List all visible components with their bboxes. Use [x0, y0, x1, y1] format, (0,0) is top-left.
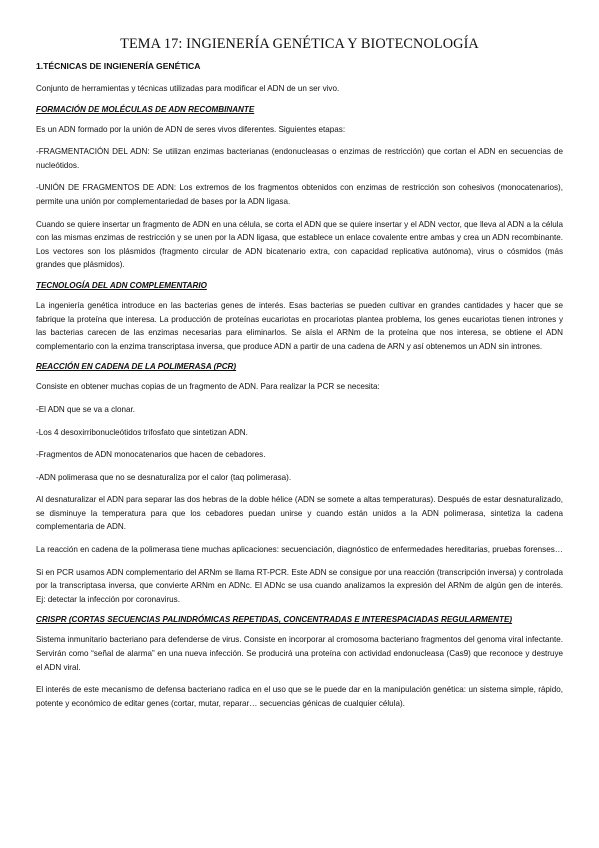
- paragraph: Sistema inmunitario bacteriano para defenderse de virus. Consiste en incorporar al cromosoma bacteriano fragmentos del genoma viral infectante. Servirán como “señal de alarma” en una nueva infección. Se producirá una proteína con actividad endonucleasa (Cas9) que reconoce y destruye el ADN viral.: [36, 635, 563, 672]
- subheading-adn-complementario: TECNOLOGÍA DEL ADN COMPLEMENTARIO: [36, 280, 207, 290]
- paragraph: Cuando se quiere insertar un fragmento de ADN en una célula, se corta el ADN que se quiere insertar y el ADN vector, que lleva al ADN a la célula con las mismas enzimas de restricción y se unen por la ADN ligasa, que establece un enlace covalente entre ambas y crea un ADN recombinante. Los vectores son los plásmidos (fragmento circular de ADN bicatenario extra, con capacidad replicativa autónoma), virus o cósmidos (más grandes que plásmidos).: [36, 219, 563, 270]
- paragraph: -UNIÓN DE FRAGMENTOS DE ADN: Los extremos de los fragmentos obtenidos con enzimas de restricción son cohesivos (monocatenarios), permite una unión por complementariedad de bases por la ADN ligasa.: [36, 183, 563, 206]
- paragraph: La ingeniería genética introduce en las bacterias genes de interés. Esas bacterias se pueden cultivar en grandes cantidades y hacer que se fabrique la proteína que interesa. La producción de proteínas eucariotas en procariotas plantea problema, los genes eucariotas tienen intrones y las bacterias carecen de las enzimas necesarias para eliminarlos. Se aísla el ARNm de la proteína que nos interesa, se obtiene el ADN complementario con la enzima transcriptasa inversa, que produce ADN a partir de una cadena de ARN y así obtenemos un ADN sin intrones.: [36, 300, 563, 351]
- paragraph: Si en PCR usamos ADN complementario del ARNm se llama RT-PCR. Este ADN se consigue por una reacción (transcripción inversa) y controlada por la transcriptasa inversa, que convierte ARNm en ADNc. El ADNc se usa cuando analizamos la expresión del ARNm de algún gen de interés. Ej: detectar la infección por coronavirus.: [36, 567, 563, 604]
- list-item: -Los 4 desoxirribonucleótidos trifosfato que sintetizan ADN.: [36, 427, 248, 437]
- list-item: -Fragmentos de ADN monocatenarios que hacen de cebadores.: [36, 450, 266, 460]
- paragraph: Consiste en obtener muchas copias de un fragmento de ADN. Para realizar la PCR se necesita:: [36, 382, 380, 392]
- paragraph: El interés de este mecanismo de defensa bacteriano radica en el uso que se le puede dar en la manipulación genética: un sistema simple, rápido, potente y económico de editar genes (cortar, mutar, reparar… secuencias génicas de cualquier célula).: [36, 685, 563, 708]
- subheading-adn-recombinante: FORMACIÓN DE MOLÉCULAS DE ADN RECOMBINANTE: [36, 104, 255, 114]
- list-item: -ADN polimerasa que no se desnaturaliza por el calor (taq polimerasa).: [36, 472, 292, 482]
- paragraph: Es un ADN formado por la unión de ADN de seres vivos diferentes. Siguientes etapas:: [36, 124, 346, 134]
- section-heading: 1.TÉCNICAS DE INGIENERÍA GENÉTICA: [36, 61, 201, 71]
- page-title: TEMA 17: INGIENERÍA GENÉTICA Y BIOTECNOLOGÍA: [120, 36, 479, 52]
- paragraph: Al desnaturalizar el ADN para separar las dos hebras de la doble hélice (ADN se somete a altas temperaturas). Después de estar desnaturalizado, se disminuye la temperatura para que los cebadores puedan unirse y cuando están unidos a la ADN polimerasa, sintetiza la cadena complementaria de ADN.: [36, 495, 563, 532]
- subheading-crispr: CRISPR (CORTAS SECUENCIAS PALINDRÓMICAS REPETIDAS, CONCENTRADAS E INTERESPACIADAS REGULARMENTE): [36, 615, 513, 625]
- intro-paragraph: Conjunto de herramientas y técnicas utilizadas para modificar el ADN de un ser vivo.: [36, 84, 340, 93]
- paragraph: La reacción en cadena de la polimerasa tiene muchas aplicaciones: secuenciación, diagnóstico de enfermedades hereditarias, pruebas forenses…: [36, 545, 563, 555]
- paragraph: -FRAGMENTACIÓN DEL ADN: Se utilizan enzimas bacterianas (endonucleasas o enzimas de restricción) que cortan el ADN en secuencias de nucleótidos.: [36, 147, 563, 170]
- list-item: -El ADN que se va a clonar.: [36, 404, 135, 414]
- subheading-pcr: REACCIÓN EN CADENA DE LA POLIMERASA (PCR): [36, 362, 237, 372]
